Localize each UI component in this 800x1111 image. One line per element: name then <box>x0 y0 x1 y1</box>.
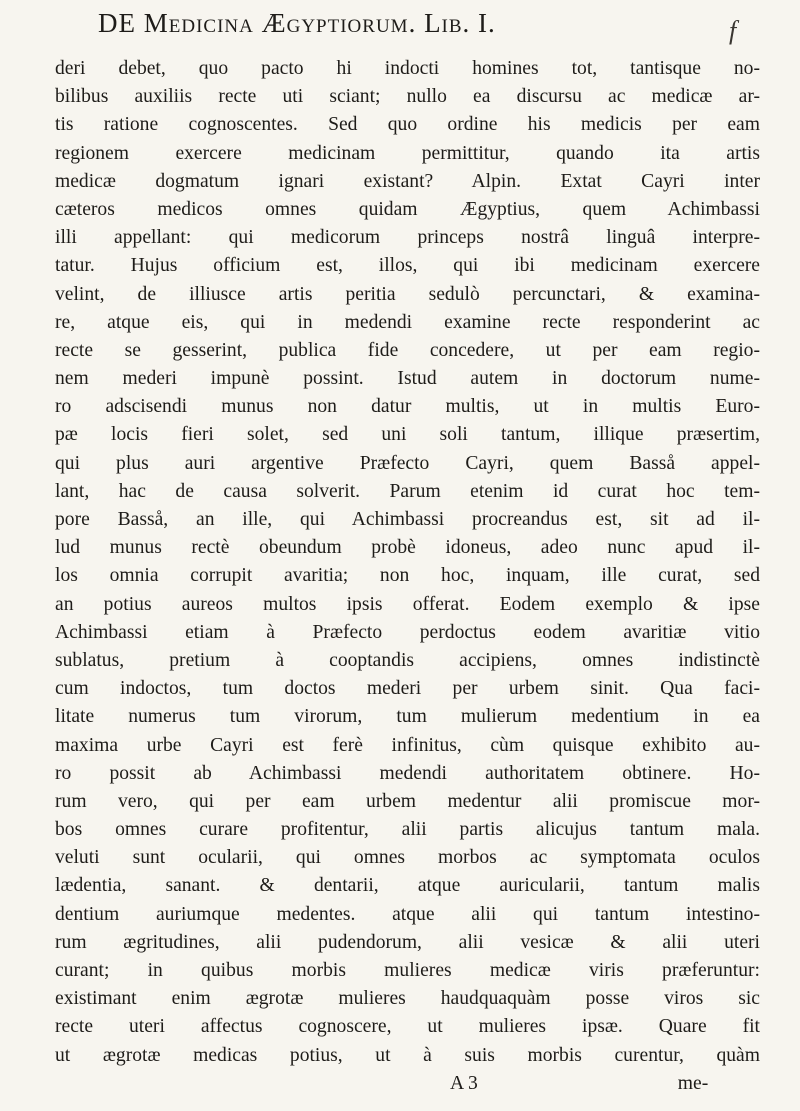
text-line: ut ægrotæ medicas potius, ut à suis morbis curentur, quàm <box>55 1044 760 1066</box>
text-line: ro adscisendi munus non datur multis, ut in multis Euro- <box>55 396 760 418</box>
text-line: cæteros medicos omnes quidam Ægyptius, quem Achimbassi <box>55 198 760 220</box>
text-line: bilibus auxiliis recte uti sciant; nullo ea discursu ac medicæ ar- <box>55 86 760 108</box>
text-line: maxima urbe Cayri est ferè infinitus, cùm quisque exhibito au- <box>55 734 760 756</box>
catchword: me- <box>677 1072 709 1094</box>
text-line: los omnia corrupit avaritia; non hoc, inquam, ille curat, sed <box>55 565 760 587</box>
text-line: curant; in quibus morbis mulieres medicæ viris præferuntur: <box>55 960 760 981</box>
text-line: nem mederi impunè possint. Istud autem in doctorum nume- <box>55 368 760 390</box>
text-line: existimant enim ægrotæ mulieres haudquaquàm posse viros sic <box>55 988 760 1010</box>
text-line: ro possit ab Achimbassi medendi authoritatem obtinere. Ho- <box>55 762 760 784</box>
text-line: illi appellant: qui medicorum princeps nostrâ linguâ interpre- <box>55 227 760 249</box>
text-line: lant, hac de causa solverit. Parum etenim id curat hoc tem- <box>55 480 760 502</box>
text-line: rum ægritudines, alii pudendorum, alii vesicæ & alii uteri <box>55 931 760 953</box>
text-line: pore Basså, an ille, qui Achimbassi procreandus est, sit ad il- <box>55 509 760 530</box>
text-line: recte uteri affectus cognoscere, ut mulieres ipsæ. Quare fit <box>55 1016 760 1038</box>
running-head <box>98 8 718 39</box>
text-line: qui plus auri argentive Præfecto Cayri, quem Basså appel- <box>55 452 760 474</box>
text-line: rum vero, qui per eam urbem medentur alii promiscue mor- <box>55 790 760 812</box>
text-line: pæ locis fieri solet, sed uni soli tantum, illique præsertim, <box>55 424 760 446</box>
text-line: tis ratione cognoscentes. Sed quo ordine his medicis per eam <box>55 114 760 136</box>
text-line: recte se gesserint, publica fide concedere, ut per eam regio- <box>55 339 760 361</box>
text-line: cum indoctos, tum doctos mederi per urbem sinit. Qua faci- <box>55 678 760 700</box>
text-line: deri debet, quo pacto hi indocti homines tot, tantisque no- <box>55 58 760 79</box>
page-signature-mark: f <box>729 16 737 45</box>
body-text <box>55 55 760 1098</box>
running-head-prefix: DE <box>98 8 136 38</box>
text-line: an potius aureos multos ipsis offerat. Eodem exemplo & ipse <box>55 593 760 615</box>
signature-line <box>55 1070 760 1098</box>
text-line: sublatus, pretium à cooptandis accipiens, omnes indistinctè <box>55 649 760 671</box>
text-line: tatur. Hujus officium est, illos, qui ibi medicinam exercere <box>55 255 760 277</box>
text-line: bos omnes curare profitentur, alii partis alicujus tantum mala. <box>55 819 760 841</box>
text-line: velint, de illiusce artis peritia sedulò percunctari, & examina- <box>55 283 760 305</box>
text-line: re, atque eis, qui in medendi examine recte responderint ac <box>55 311 760 333</box>
text-line: medicæ dogmatum ignari existant? Alpin. Extat Cayri inter <box>55 170 760 192</box>
text-line: lædentia, sanant. & dentarii, atque auricularii, tantum malis <box>55 875 760 897</box>
text-line: litate numerus tum virorum, tum mulierum medentium in ea <box>55 706 760 728</box>
text-line: regionem exercere medicinam permittitur, quando ita artis <box>55 142 760 164</box>
running-head-title: Medicina Ægyptiorum. Lib. I. <box>143 8 496 38</box>
signature-mark: A 3 <box>450 1072 478 1094</box>
text-line: lud munus rectè obeundum probè idoneus, adeo nunc apud il- <box>55 537 760 559</box>
text-line: dentium auriumque medentes. atque alii qui tantum intestino- <box>55 903 760 925</box>
text-line: Achimbassi etiam à Præfecto perdoctus eodem avaritiæ vitio <box>55 621 760 643</box>
text-line: veluti sunt ocularii, qui omnes morbos ac symptomata oculos <box>55 847 760 869</box>
